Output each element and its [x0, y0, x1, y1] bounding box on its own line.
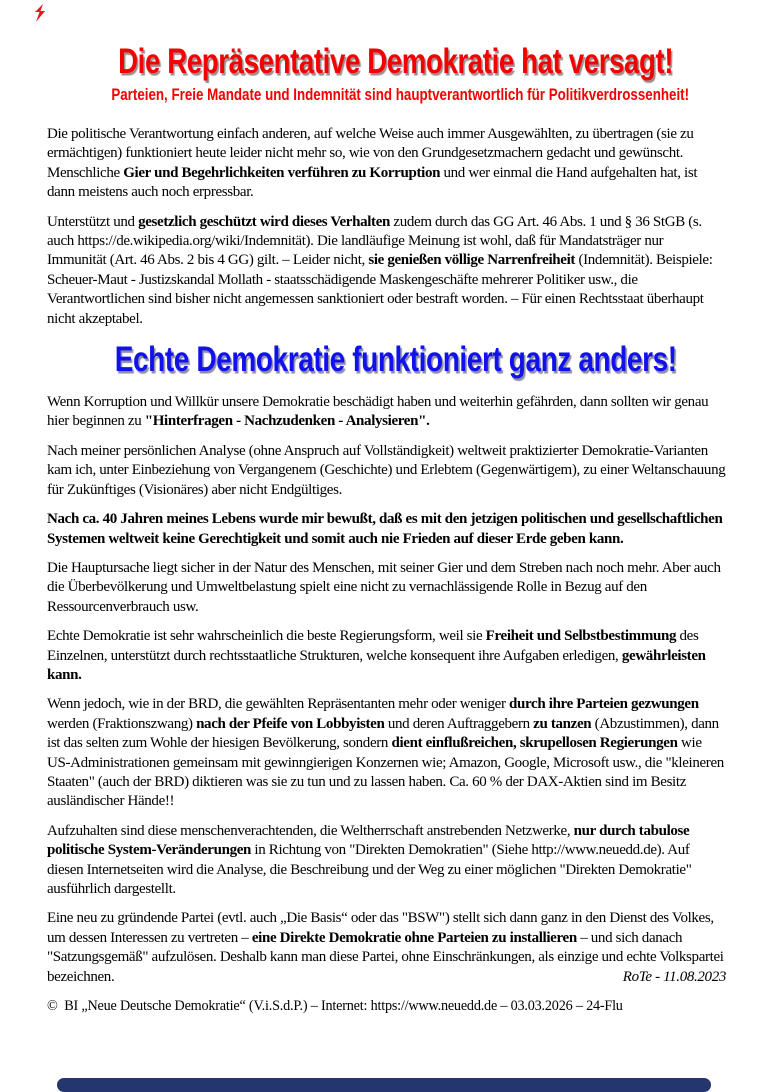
- body-section-bottom: [47, 393, 726, 987]
- next-page-edge-bar: [57, 1078, 711, 1092]
- main-heading: Die Repräsentative Demokratie hat versagt!: [118, 42, 674, 81]
- paragraph: Die politische Verantwortung einfach anderen, auf welche Weise auch immer Ausgewählten, zu übertragen (sie zu ermächtigen) funktioniert heute leider nicht mehr so, wie von den Grundgesetzmachern gedacht und gewünscht. Menschliche Gier und Begehrlichkeiten verführen zu Korruption und wer einmal die Hand aufgehalten hat, ist dann meistens auch noch erpressbar.: [47, 126, 698, 201]
- paragraph: Nach meiner persönlichen Analyse (ohne Anspruch auf Vollständigkeit) weltweit praktizierter Demokratie-Varianten kam ich, unter Einbeziehung von Vergangenem (Geschichte) und Erlebtem (Gegenwärtigem), zu einer Weltanschauung für Zukünftiges (Visionäres) aber nicht Endgültiges.: [47, 442, 726, 498]
- signature-date: RoTe - 11.08.2023: [622, 968, 726, 985]
- paragraph: Wenn Korruption und Willkür unsere Demokratie beschädigt haben und weiterhin gefährden, dann sollten wir genau hier beginnen zu "Hinterfragen - Nachzudenken - Analysieren".: [47, 394, 709, 430]
- paragraph: Nach ca. 40 Jahren meines Lebens wurde mir bewußt, daß es mit den jetzigen politischen und gesellschaftlichen Systemen weltweit keine Gerechtigkeit und somit auch nie Frieden auf dieser Erde geben kann.: [47, 511, 723, 547]
- sub-heading: Parteien, Freie Mandate und Indemnität sind hauptverantwortlich für Politikverdrossenheit!: [111, 86, 690, 104]
- paragraph: Wenn jedoch, wie in der BRD, die gewählten Repräsentanten mehr oder weniger durch ihre Parteien gezwungen werden (Fraktionszwang) nach der Pfeife von Lobbyisten und deren Auftraggebern zu tanzen (Abzustimmen), dann ist das selten zum Wohle der hiesigen Bevölkerung, sondern dient einflußreichen, skrupellosen Regierungen wie US-Administrationen gemeinsam mit gewinngierigen Konzernen wie; Amazon, Google, Microsoft usw., die "kleineren Staaten" (auch der BRD) diktieren was sie zu tun und zu lassen haben. Ca. 60 % der DAX-Aktien sind im Besitz ausländischer Hände!!: [47, 696, 724, 810]
- red-scribble-icon: [32, 3, 48, 23]
- paragraph: Echte Demokratie ist sehr wahrscheinlich die beste Regierungsform, weil sie Freiheit und Selbstbestimmung des Einzelnen, unterstützt durch rechtsstaatliche Strukturen, welche konsequent ihre Aufgaben erledigen, gewährleisten kann.: [47, 628, 706, 683]
- footer-imprint: © BI „Neue Deutsche Demokratie“ (V.i.S.d.P.) – Internet: https://www.neuedd.de – 03.03.2026 – 24-Flu: [47, 998, 623, 1015]
- paragraph: Die Hauptursache liegt sicher in der Natur des Menschen, mit seiner Gier und dem Streben nach noch mehr. Aber auch die Überbevölkerung und Umweltbelastung spielt eine nicht zu vernachlässigende Rolle in Bezug auf den Ressourcenverbrauch usw.: [47, 559, 721, 615]
- secondary-heading: Echte Demokratie funktioniert ganz anders!: [114, 340, 677, 380]
- paragraph: Aufzuhalten sind diese menschenverachtenden, die Weltherrschaft anstrebenden Netzwerke, nur durch tabulose politische System-Veränderungen in Richtung von "Direkten Demokratien" (Siehe http://www.neuedd.de). Auf diesen Internetseiten wird die Analyse, die Beschreibung und der Weg zu einer möglichen "Direkten Demokratie" ausführlich dargestellt.: [47, 822, 692, 897]
- body-section-top: [47, 125, 726, 329]
- paragraph: Unterstützt und gesetzlich geschützt wird dieses Verhalten zudem durch das GG Art. 46 Abs. 1 und § 36 StGB (s. auch https://de.wikipedia.org/wiki/Indemnität). Die landläufige Meinung ist wohl, daß für Mandatsträger nur Immunität (Art. 46 Abs. 2 bis 4 GG) gilt. – Leider nicht, sie genießen völlige Narrenfreiheit (Indemnität). Beispiele: Scheuer-Maut - Justizskandal Mollath - staatsschädigende Maskengeschäfte mehrerer Politiker usw., die Verantwortlichen sind bisher nicht angemessen sanktioniert oder bestraft worden. – Für einen Rechtsstaat überhaupt nicht akzeptabel.: [47, 213, 713, 327]
- paragraph: Eine neu zu gründende Partei (evtl. auch „Die Basis“ oder das "BSW") stellt sich dann ganz in den Dienst des Volkes, um dessen Interessen zu vertreten – eine Direkte Demokratie ohne Parteien zu installieren – und sich danach "Satzungsgemäß" aufzulösen. Deshalb kann man diese Partei, ohne Einschränkungen, als einzige und echte Volkspartei bezeichnen. RoTe - 11.08.2023: [47, 909, 726, 987]
